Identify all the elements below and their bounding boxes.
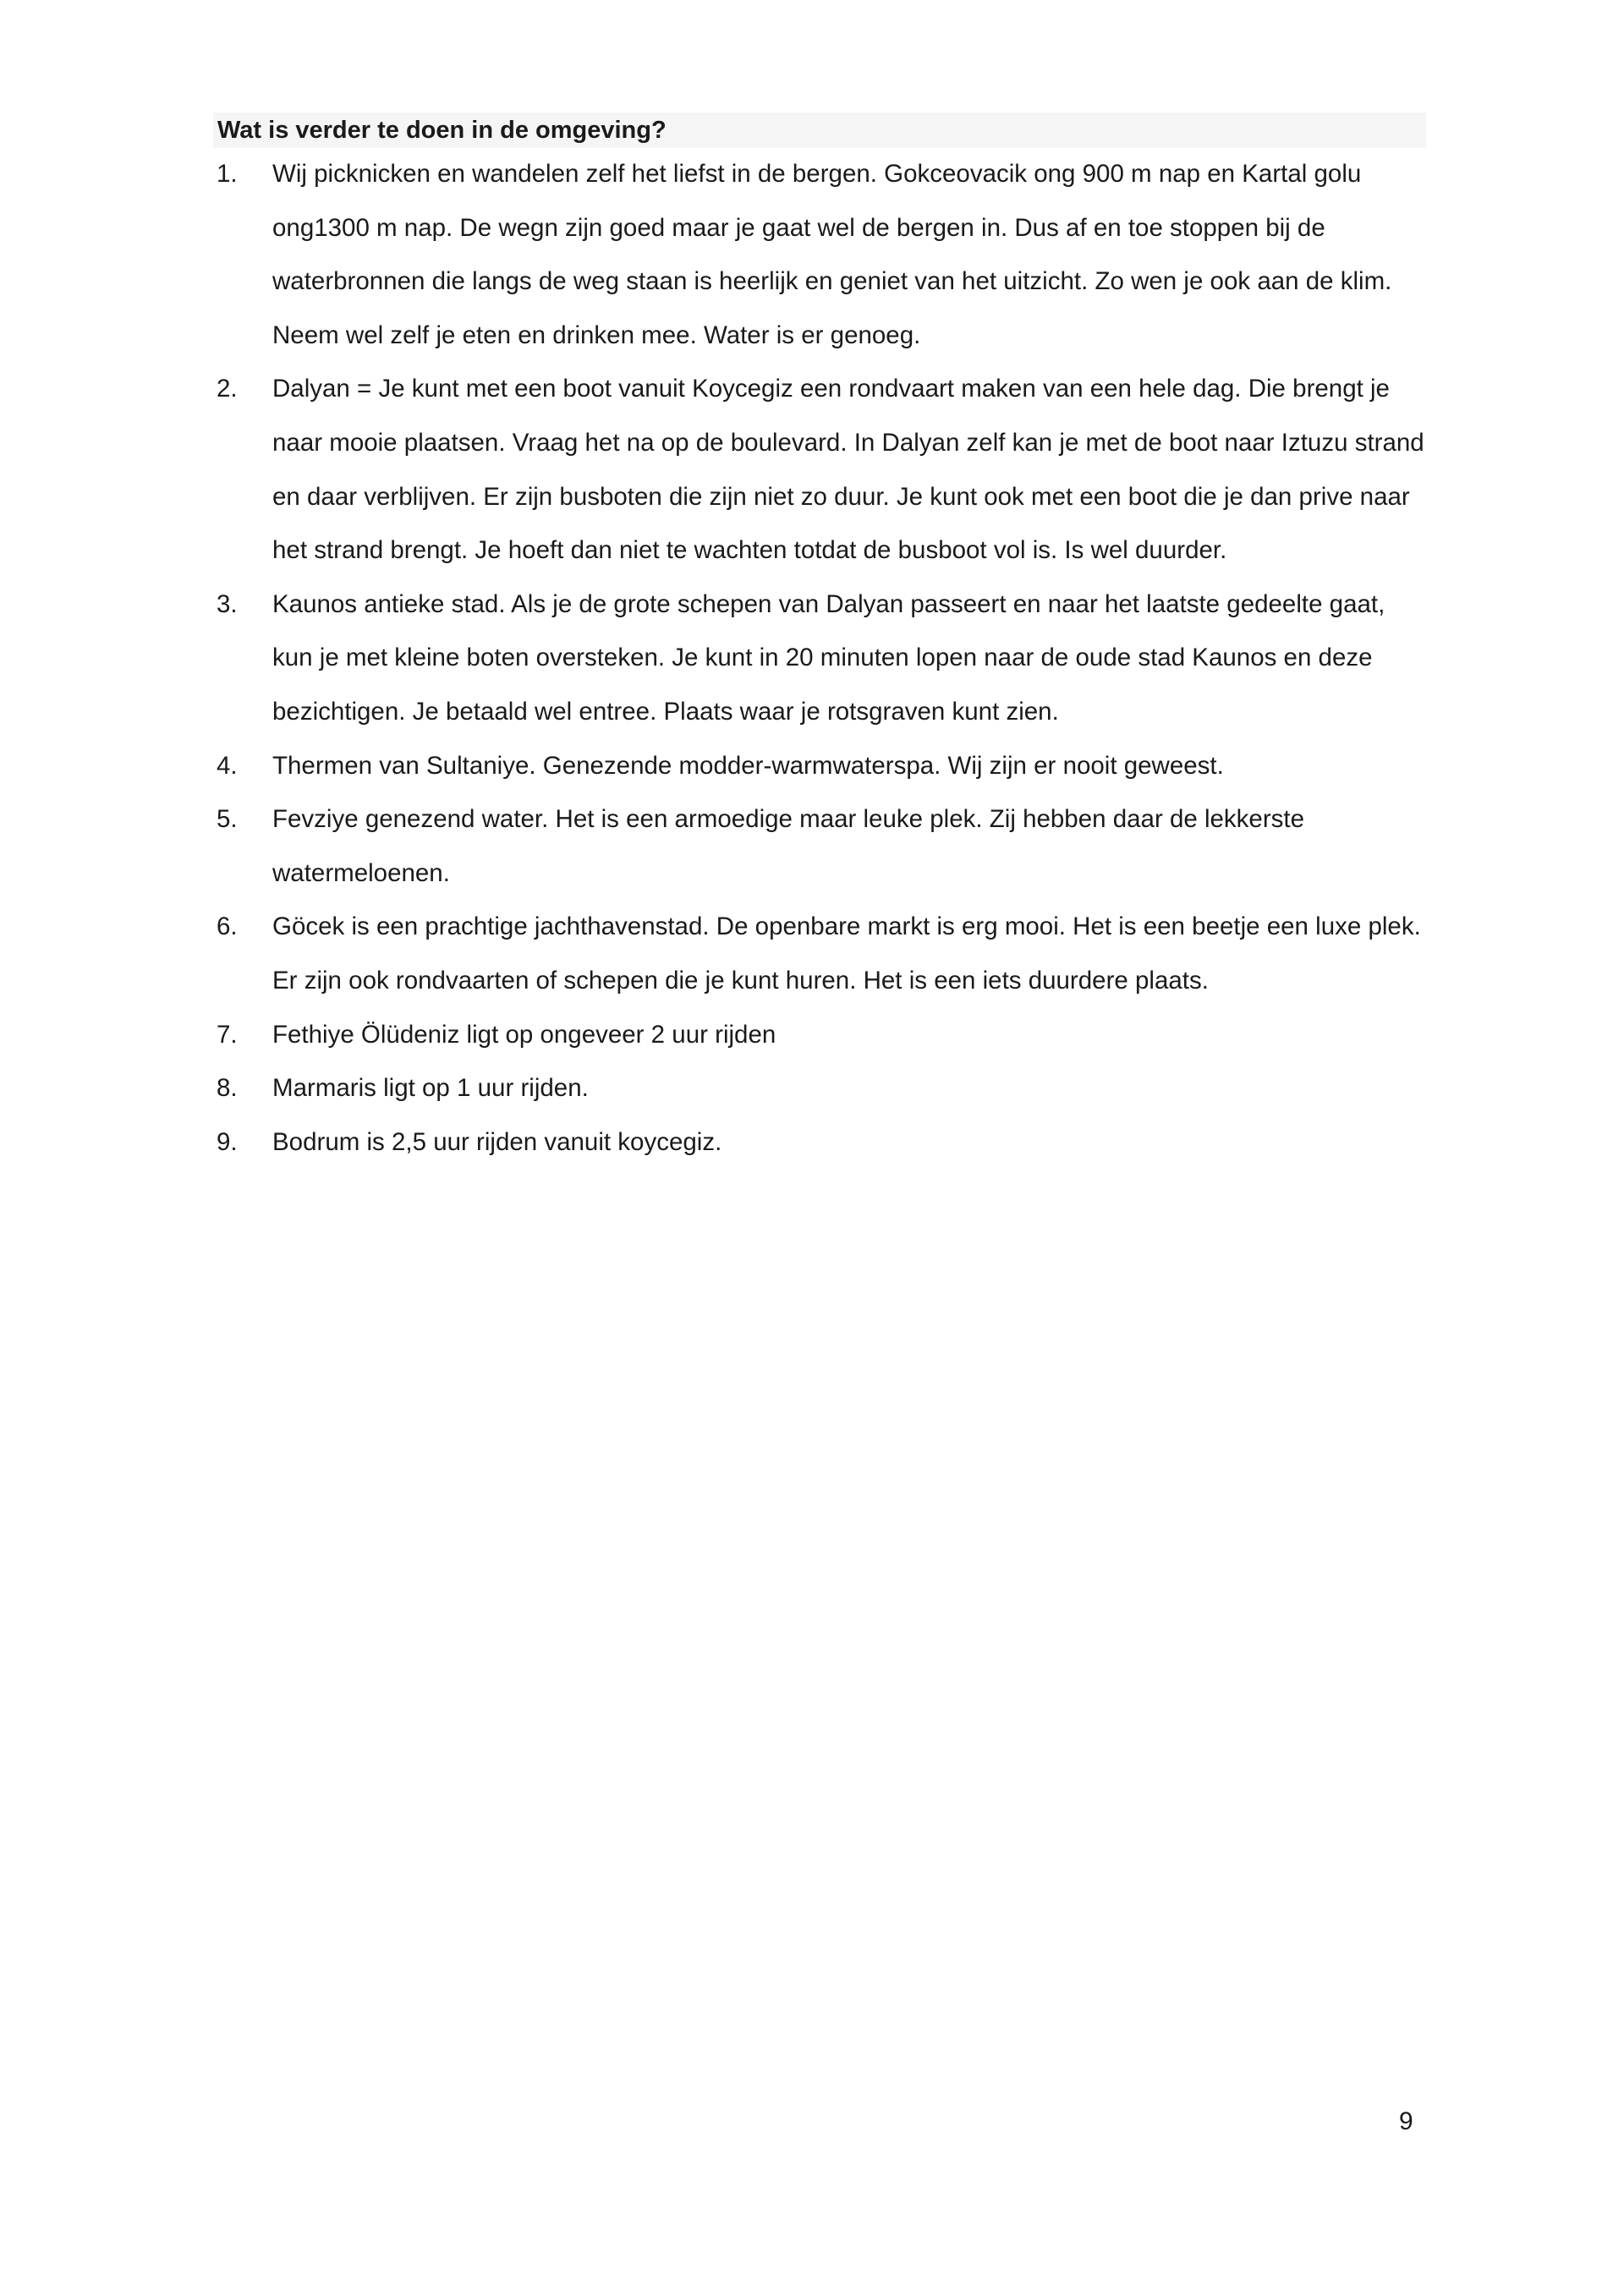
- list-item-text: Kaunos antieke stad. Als je de grote schepen van Dalyan passeert en naar het laatste gedeelte gaat, kun je met kleine boten oversteken. Je kunt in 20 minuten lopen naar de oude stad Kaunos en deze bezichtigen. Je betaald wel entree. Plaats waar je rotsgraven kunt zien.: [272, 589, 1385, 726]
- list-item: [217, 1061, 1426, 1115]
- list-item-number: 8.: [217, 1074, 238, 1103]
- list-item-text: Fevziye genezend water. Het is een armoedige maar leuke plek. Zij hebben daar de lekkerste watermeloenen.: [272, 805, 1305, 887]
- list-item-number: 7.: [217, 1020, 238, 1049]
- list-item: [217, 1008, 1426, 1062]
- list-item-number: 4.: [217, 751, 238, 780]
- list-item: [217, 900, 1426, 1007]
- activity-list: [217, 147, 1426, 1169]
- list-item-text: Wij picknicken en wandelen zelf het liefst in de bergen. Gokceovacik ong 900 m nap en Kartal golu ong1300 m nap. De wegn zijn goed maar je gaat wel de bergen in. Dus af en toe stoppen bij de waterbronnen die langs de weg staan is heerlijk en geniet van het uitzicht. Zo wen je ook aan de klim. Neem wel zelf je eten en drinken mee. Water is er genoeg.: [272, 160, 1392, 349]
- list-item-number: 9.: [217, 1127, 238, 1156]
- list-item-text: Thermen van Sultaniye. Genezende modder-warmwaterspa. Wij zijn er nooit geweest.: [272, 751, 1224, 780]
- list-item-text: Bodrum is 2,5 uur rijden vanuit koycegiz.: [272, 1127, 722, 1156]
- list-item: [217, 792, 1426, 900]
- list-item-text: Fethiye Ölüdeniz ligt op ongeveer 2 uur rijden: [272, 1020, 776, 1049]
- list-item-number: 6.: [217, 912, 238, 941]
- list-item-text: Marmaris ligt op 1 uur rijden.: [272, 1074, 589, 1103]
- list-item-number: 3.: [217, 589, 238, 618]
- list-item: [217, 739, 1426, 793]
- list-item-number: 2.: [217, 375, 238, 403]
- list-item: [217, 362, 1426, 577]
- list-item: [217, 147, 1426, 362]
- section-heading: Wat is verder te doen in de omgeving?: [217, 117, 667, 144]
- list-item: [217, 578, 1426, 739]
- list-item-number: 5.: [217, 805, 238, 834]
- page-number: 9: [1399, 2107, 1413, 2135]
- list-item: [217, 1115, 1426, 1170]
- list-item-number: 1.: [217, 160, 238, 188]
- list-item-text: Göcek is een prachtige jachthavenstad. De openbare markt is erg mooi. Het is een beetje een luxe plek. Er zijn ook rondvaarten of schepen die je kunt huren. Het is een iets duurdere plaats.: [272, 912, 1421, 995]
- list-item-text: Dalyan = Je kunt met een boot vanuit Koycegiz een rondvaart maken van een hele dag. Die brengt je naar mooie plaatsen. Vraag het na op de boulevard. In Dalyan zelf kan je met de boot naar Iztuzu strand en daar verblijven. Er zijn busboten die zijn niet zo duur. Je kunt ook met een boot die je dan prive naar het strand brengt. Je hoeft dan niet te wachten totdat de busboot vol is. Is wel duurder.: [272, 375, 1424, 565]
